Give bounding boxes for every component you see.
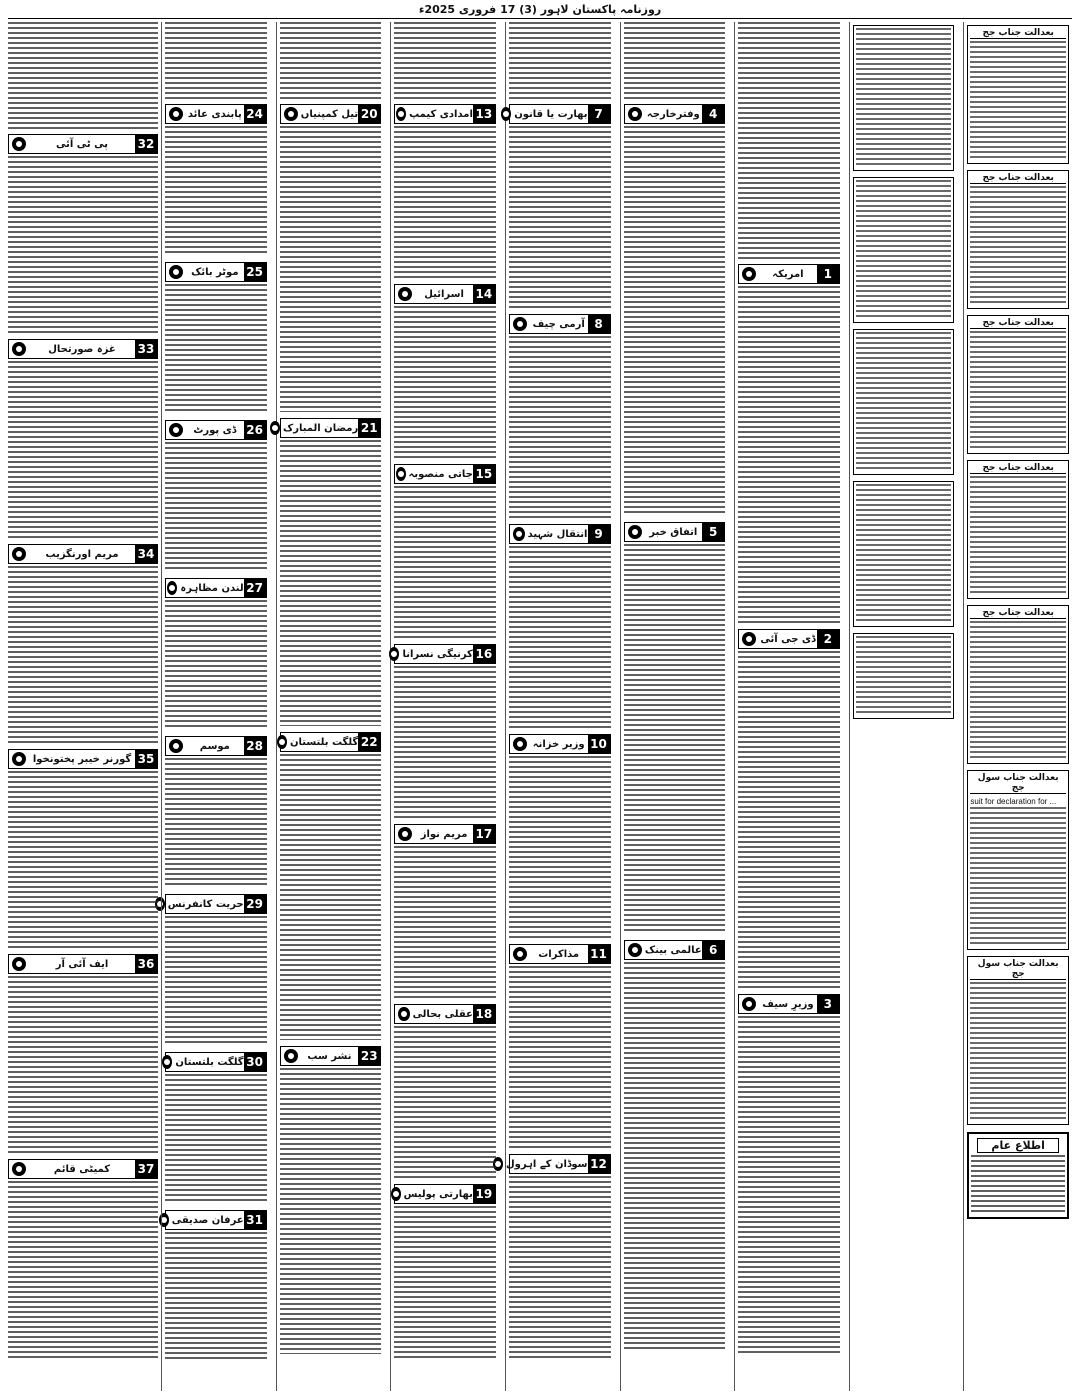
story <box>738 992 840 1353</box>
story <box>394 1002 496 1178</box>
story-title: بھارت یا قانون <box>514 108 588 120</box>
bullet-icon <box>284 1049 298 1063</box>
notices-column <box>963 22 1072 1391</box>
story <box>165 418 267 572</box>
story <box>509 312 611 518</box>
story-number: 6 <box>702 941 724 959</box>
bullet-icon <box>742 632 756 646</box>
article-text <box>856 332 952 472</box>
story <box>165 576 267 730</box>
article-text <box>509 22 611 102</box>
story-number: 34 <box>135 545 157 563</box>
story-number: 18 <box>473 1005 495 1023</box>
story-title: وزیر خزانہ <box>532 738 585 750</box>
legal-notice <box>967 170 1069 309</box>
story-header <box>280 104 382 124</box>
article-text <box>624 962 726 1352</box>
story <box>165 1208 267 1362</box>
story <box>394 462 496 638</box>
story-header <box>8 749 158 769</box>
story-title: غزہ صورتحال <box>48 343 116 355</box>
article-text <box>624 22 726 102</box>
story-title: سوڈان کے اہرول <box>505 1158 588 1170</box>
story-number: 32 <box>135 135 157 153</box>
bullet-icon <box>396 107 406 121</box>
columns-area <box>162 22 1072 1391</box>
story-title: آرمی چیف <box>532 318 585 330</box>
story-header <box>738 629 840 649</box>
story-title: پی ٹی آئی <box>55 138 108 150</box>
bullet-icon <box>398 827 412 841</box>
story-number: 5 <box>702 523 724 541</box>
story <box>394 642 496 818</box>
article-text <box>509 1176 611 1358</box>
article-text <box>509 756 611 938</box>
article-text <box>8 361 158 538</box>
article-text <box>165 22 267 102</box>
story-title: ڈی جی آئی <box>760 633 816 645</box>
news-column <box>162 22 270 1391</box>
story-header <box>624 940 726 960</box>
bullet-icon <box>277 735 287 749</box>
story-title: موٹر بائک <box>191 266 239 278</box>
article-text <box>970 807 1066 947</box>
story-number: 19 <box>473 1185 495 1203</box>
story-header <box>509 314 611 334</box>
legal-notice <box>853 329 955 475</box>
bullet-icon <box>284 107 298 121</box>
story <box>8 542 158 743</box>
story-number: 36 <box>135 955 157 973</box>
story-header <box>394 464 496 484</box>
story-number: 7 <box>588 105 610 123</box>
article-text <box>856 636 952 716</box>
article-text <box>394 846 496 998</box>
article-text <box>8 22 158 132</box>
story-title: مریم اورنگزیب <box>45 548 119 560</box>
story <box>165 1050 267 1204</box>
story-title: امریکہ <box>772 268 804 280</box>
story-number: 35 <box>135 750 157 768</box>
notice-english-text: suit for declaration for ... <box>970 797 1057 806</box>
bullet-icon <box>169 265 183 279</box>
article-text <box>165 442 267 572</box>
article-text <box>624 544 726 934</box>
article-text <box>970 331 1066 451</box>
article-text <box>970 476 1066 596</box>
legal-notice <box>967 956 1069 1125</box>
article-text <box>856 180 952 320</box>
legal-notice <box>853 177 955 323</box>
story-number: 20 <box>358 105 380 123</box>
story-number: 14 <box>473 285 495 303</box>
legal-notice <box>967 25 1069 164</box>
bullet-icon <box>501 107 511 121</box>
story <box>8 1157 158 1358</box>
article-text <box>280 126 382 412</box>
story-number: 3 <box>817 995 839 1013</box>
article-text <box>280 22 382 102</box>
bullet-icon <box>167 581 177 595</box>
article-text <box>8 156 158 333</box>
notice-header: بعدالت جناب جج <box>970 608 1066 619</box>
story-header <box>8 134 158 154</box>
article-text <box>509 336 611 518</box>
story-title: بھارتی پولیس <box>403 1188 473 1200</box>
story-title: مریم نواز <box>420 828 468 840</box>
story-title: نشر سب <box>307 1050 352 1062</box>
story-title: گلگت بلتستان <box>175 1056 244 1068</box>
notice-header: بعدالت جناب جج <box>970 318 1066 329</box>
story <box>624 520 726 934</box>
legal-notice <box>853 633 955 719</box>
story-number: 33 <box>135 340 157 358</box>
story-header <box>509 734 611 754</box>
story-title: عالمی بینک <box>644 944 702 956</box>
story-title: امدادی کیمپ <box>409 108 473 120</box>
story <box>280 102 382 412</box>
article-text <box>280 1068 382 1354</box>
story-title: عقلی بحالی <box>412 1008 473 1020</box>
story <box>394 1182 496 1358</box>
article-text <box>856 484 952 624</box>
story-header <box>394 824 496 844</box>
story-header <box>165 894 267 914</box>
story-number: 8 <box>588 315 610 333</box>
story-header <box>738 994 840 1014</box>
story-number: 30 <box>244 1053 266 1071</box>
story-number: 23 <box>358 1047 380 1065</box>
story-title: عرفان صدیقی <box>171 1214 244 1226</box>
bullet-icon <box>169 423 183 437</box>
legal-notice <box>967 770 1069 950</box>
bullet-icon <box>628 525 642 539</box>
story-title: کمیٹی قائم <box>53 1163 111 1175</box>
story-title: مذاکرات <box>538 948 580 960</box>
bullet-icon <box>398 1007 409 1021</box>
story <box>394 282 496 458</box>
notice-header: بعدالت جناب جج <box>970 463 1066 474</box>
story-title: لندن مظاہرہ <box>180 582 244 594</box>
story <box>8 132 158 333</box>
bullet-icon <box>398 287 412 301</box>
story <box>165 102 267 256</box>
bullet-icon <box>162 1055 172 1069</box>
article-text <box>970 621 1066 761</box>
bullet-icon <box>169 739 183 753</box>
article-text <box>8 566 158 743</box>
story-header <box>394 1004 496 1024</box>
article-text <box>738 651 840 988</box>
story <box>505 1152 611 1358</box>
story-header <box>509 944 611 964</box>
bullet-icon <box>12 752 26 766</box>
article-text <box>8 976 158 1153</box>
article-text <box>394 126 496 278</box>
article-text <box>165 758 267 888</box>
bullet-icon <box>12 547 26 561</box>
story-title: اتفاق خبر <box>649 526 698 538</box>
notices-column-2 <box>849 22 958 1391</box>
article-text <box>738 286 840 623</box>
article-text <box>394 22 496 102</box>
story <box>509 942 611 1148</box>
story-title: ایف آئی آر <box>55 958 109 970</box>
story-number: 24 <box>244 105 266 123</box>
story <box>8 747 158 948</box>
bullet-icon <box>628 107 642 121</box>
story-header <box>165 104 267 124</box>
story-header <box>165 420 267 440</box>
notice-header: بعدالت جناب سول جج <box>970 959 1066 980</box>
news-column <box>390 22 499 1391</box>
story <box>738 262 840 623</box>
story-title: وفترخارجہ <box>646 108 700 120</box>
story-number: 27 <box>244 579 266 597</box>
story-header <box>280 418 382 438</box>
story-header <box>509 524 611 544</box>
bullet-icon <box>12 137 26 151</box>
story <box>165 892 267 1046</box>
bullet-icon <box>628 943 642 957</box>
story-title: گلگت بلتستان <box>290 736 359 748</box>
bullet-icon <box>513 527 525 541</box>
story <box>280 730 382 1040</box>
story-title: اسرائیل <box>424 288 464 300</box>
story-header <box>165 1052 267 1072</box>
bullet-icon <box>513 317 527 331</box>
story-title: تیل کمپنیاں <box>300 108 359 120</box>
bullet-icon <box>169 107 183 121</box>
article-text <box>394 1026 496 1178</box>
story-number: 10 <box>588 735 610 753</box>
story <box>394 102 496 278</box>
story-number: 28 <box>244 737 266 755</box>
story-header <box>394 104 496 124</box>
story-number: 12 <box>588 1155 610 1173</box>
story-header <box>394 644 496 664</box>
article-text <box>394 666 496 818</box>
story <box>8 952 158 1153</box>
legal-notice <box>967 315 1069 454</box>
story-header <box>8 544 158 564</box>
legal-notice <box>853 481 955 627</box>
story-header <box>738 264 840 284</box>
article-text <box>394 306 496 458</box>
story-header <box>394 284 496 304</box>
story-header <box>509 104 611 124</box>
article-text <box>970 186 1066 306</box>
story-header <box>280 732 382 752</box>
legal-notice <box>967 460 1069 599</box>
story-header <box>624 104 726 124</box>
bullet-icon <box>12 342 26 356</box>
story-number: 29 <box>244 895 266 913</box>
story <box>280 1044 382 1354</box>
masthead: روزنامہ پاکستان لاہور (3) 17 فروری 2025ء <box>8 0 1072 19</box>
story-number: 25 <box>244 263 266 281</box>
article-text <box>394 486 496 638</box>
news-column <box>620 22 729 1391</box>
story <box>8 337 158 538</box>
bullet-icon <box>742 997 756 1011</box>
article-text <box>624 126 726 516</box>
story <box>509 102 611 308</box>
article-text <box>970 41 1066 161</box>
story-header <box>8 339 158 359</box>
article-text <box>280 440 382 726</box>
story-header <box>394 1184 496 1204</box>
story <box>509 732 611 938</box>
bullet-icon <box>389 647 399 661</box>
story-title: کرنیگی نسرانا <box>402 648 473 660</box>
story-number: 4 <box>702 105 724 123</box>
story-title: رمضان المبارک <box>282 422 359 434</box>
story <box>624 938 726 1352</box>
story <box>738 627 840 988</box>
article-text <box>509 546 611 728</box>
story-title: وزیرِ سیف <box>762 998 814 1010</box>
story-header <box>165 262 267 282</box>
story-header <box>280 1046 382 1066</box>
article-text <box>856 28 952 168</box>
story-header <box>165 578 267 598</box>
article-text <box>165 916 267 1046</box>
notice-header: بعدالت جناب جج <box>970 28 1066 39</box>
story-number: 1 <box>817 265 839 283</box>
article-text <box>971 1155 1065 1215</box>
article-text <box>970 982 1066 1122</box>
story-number: 11 <box>588 945 610 963</box>
bullet-icon <box>391 1187 401 1201</box>
legal-notice <box>853 25 955 171</box>
article-text <box>8 771 158 948</box>
story-title: موسم <box>199 740 230 752</box>
story-header <box>165 1210 267 1230</box>
story <box>394 822 496 998</box>
story-title: انتقال شہید <box>527 528 588 540</box>
article-text <box>509 126 611 308</box>
story-number: 31 <box>244 1211 266 1229</box>
story-header <box>505 1154 611 1174</box>
article-text <box>394 1206 496 1358</box>
article-text <box>8 1181 158 1358</box>
story-title: جاتی منصوبہ <box>408 468 473 480</box>
story-number: 15 <box>473 465 495 483</box>
story <box>509 522 611 728</box>
legal-notice <box>967 605 1069 764</box>
news-column <box>276 22 385 1391</box>
bullet-icon <box>513 737 527 751</box>
story-header <box>624 522 726 542</box>
story-header <box>165 736 267 756</box>
story <box>280 416 382 726</box>
article-text <box>165 126 267 256</box>
story-header <box>8 954 158 974</box>
story <box>624 102 726 516</box>
article-text <box>738 22 840 262</box>
article-text <box>165 284 267 414</box>
article-text <box>165 1232 267 1362</box>
story-number: 17 <box>473 825 495 843</box>
bullet-icon <box>12 957 26 971</box>
notice-header: بعدالت جناب سول جج <box>970 773 1066 794</box>
article-text <box>738 1016 840 1353</box>
story-number: 37 <box>135 1160 157 1178</box>
story-title: گورنر خیبر پختونخوا <box>32 753 132 765</box>
story <box>165 734 267 888</box>
article-text <box>280 754 382 1040</box>
story-number: 21 <box>358 419 380 437</box>
story-number: 26 <box>244 421 266 439</box>
public-notice <box>967 1132 1069 1219</box>
story-title: ڈی پورٹ <box>193 424 237 436</box>
news-column <box>505 22 614 1391</box>
article-text <box>509 966 611 1148</box>
story <box>165 260 267 414</box>
bullet-icon <box>270 421 280 435</box>
notice-header: بعدالت جناب جج <box>970 173 1066 184</box>
story-header <box>8 1159 158 1179</box>
bullet-icon <box>513 947 527 961</box>
bullet-icon <box>12 1162 26 1176</box>
story-number: 13 <box>473 105 495 123</box>
story-title: پابندی عائد <box>187 108 242 120</box>
left-column <box>8 22 162 1391</box>
news-column <box>734 22 843 1391</box>
story-number: 16 <box>473 645 495 663</box>
story-title: حریت کانفرنس <box>167 898 244 910</box>
bullet-icon <box>396 467 406 481</box>
article-text <box>165 600 267 730</box>
article-text <box>165 1074 267 1204</box>
bullet-icon <box>742 267 756 281</box>
public-notice-title: اطلاع عام <box>977 1138 1059 1153</box>
story-number: 22 <box>358 733 380 751</box>
story-number: 2 <box>817 630 839 648</box>
story-number: 9 <box>588 525 610 543</box>
